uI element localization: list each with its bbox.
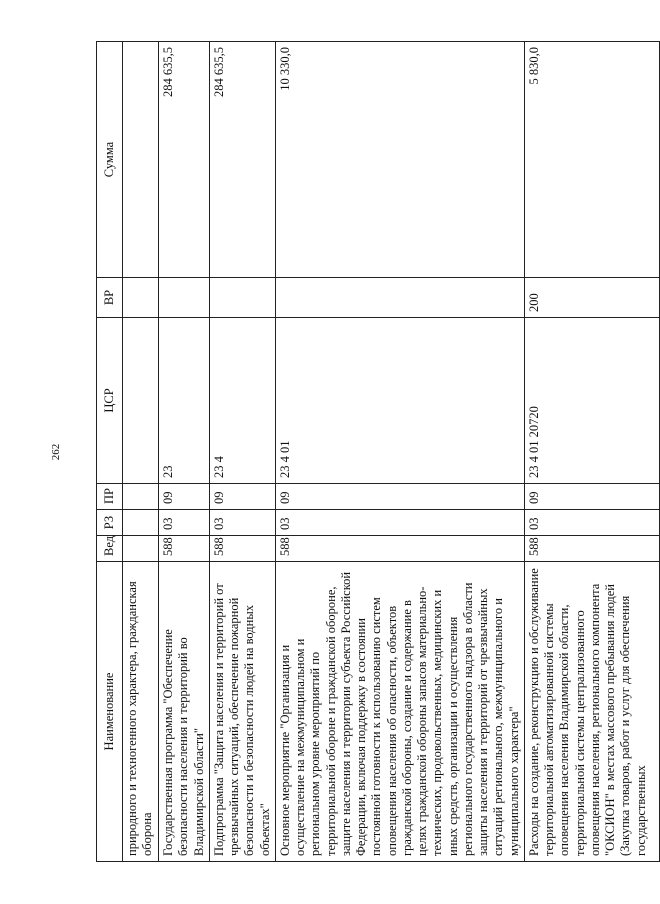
cell-csr: 23 4 01 20720	[524, 318, 659, 484]
table-row	[275, 42, 524, 862]
cell-vr: 200	[524, 278, 659, 318]
cell-vr	[275, 278, 524, 318]
cell-pr: 09	[159, 484, 210, 510]
cell-pr: 09	[209, 484, 275, 510]
header-ved: Вед	[97, 536, 123, 562]
cell-ved: 588	[209, 536, 275, 562]
cell-name: Подпрограмма "Защита населения и территорий от чрезвычайных ситуаций, обеспечение пожарной безопасности и безопасности людей на водных объектах"	[209, 562, 275, 862]
cell-rz: 03	[159, 510, 210, 536]
rotated-table-wrapper	[96, 42, 648, 862]
cell-pr: 09	[275, 484, 524, 510]
cell-sum: 284 635,5	[209, 42, 275, 278]
cell-ved: 588	[159, 536, 210, 562]
cell-ved	[123, 536, 159, 562]
table-row	[159, 42, 210, 862]
cell-csr: 23 4	[209, 318, 275, 484]
cell-pr	[123, 484, 159, 510]
cell-ved: 588	[524, 536, 659, 562]
header-rz: РЗ	[97, 510, 123, 536]
header-csr: ЦСР	[97, 318, 123, 484]
cell-sum: 284 635,5	[159, 42, 210, 278]
page-number: 262	[50, 443, 62, 461]
cell-name: Расходы на создание, реконструкцию и обслуживание территориальной автоматизированной системы оповещения населения Владимирской области, территориальной системы централизованного оповещения населения, регионального компонента "ОКСИОН" в местах массового пребывания людей (Закупка товаров, работ и услуг для обеспечения государственных	[524, 562, 659, 862]
cell-rz: 03	[209, 510, 275, 536]
cell-name: Государственная программа "Обеспечение безопасности населения и территорий во Владимирской области"	[159, 562, 210, 862]
cell-sum: 5 830,0	[524, 42, 659, 278]
cell-name: природного и техногенного характера, гражданская оборона	[123, 562, 159, 862]
header-pr: ПР	[97, 484, 123, 510]
table-row	[209, 42, 275, 862]
budget-table	[96, 41, 660, 862]
cell-vr	[209, 278, 275, 318]
cell-csr	[123, 318, 159, 484]
cell-rz	[123, 510, 159, 536]
cell-vr	[123, 278, 159, 318]
cell-csr: 23 4 01	[275, 318, 524, 484]
cell-csr: 23	[159, 318, 210, 484]
header-sum: Сумма	[97, 42, 123, 278]
header-name: Наименование	[97, 562, 123, 862]
cell-name: Основное мероприятие "Организация и осуществление на межмуниципальном и региональном уровне мероприятий по территориальной обороне и гражданской обороне, защите населения и территории субъекта Российской Федерации, включая поддержку в состоянии постоянной готовности к использованию систем оповещения населения об опасности, объектов гражданской обороны, создание и содержание в целях гражданской обороны запасов материально-технических, продовольственных, медицинских и иных средств, организации и осуществления регионального государственного надзора в области защиты населения и территорий от чрезвычайных ситуаций регионального, межмуниципального и муниципального характера"	[275, 562, 524, 862]
cell-ved: 588	[275, 536, 524, 562]
cell-sum	[123, 42, 159, 278]
cell-rz: 03	[275, 510, 524, 536]
table-row	[123, 42, 159, 862]
cell-pr: 09	[524, 484, 659, 510]
cell-rz: 03	[524, 510, 659, 536]
table-row	[524, 42, 659, 862]
cell-vr	[159, 278, 210, 318]
table-header-row	[97, 42, 123, 862]
cell-sum: 10 330,0	[275, 42, 524, 278]
header-vr: ВР	[97, 278, 123, 318]
